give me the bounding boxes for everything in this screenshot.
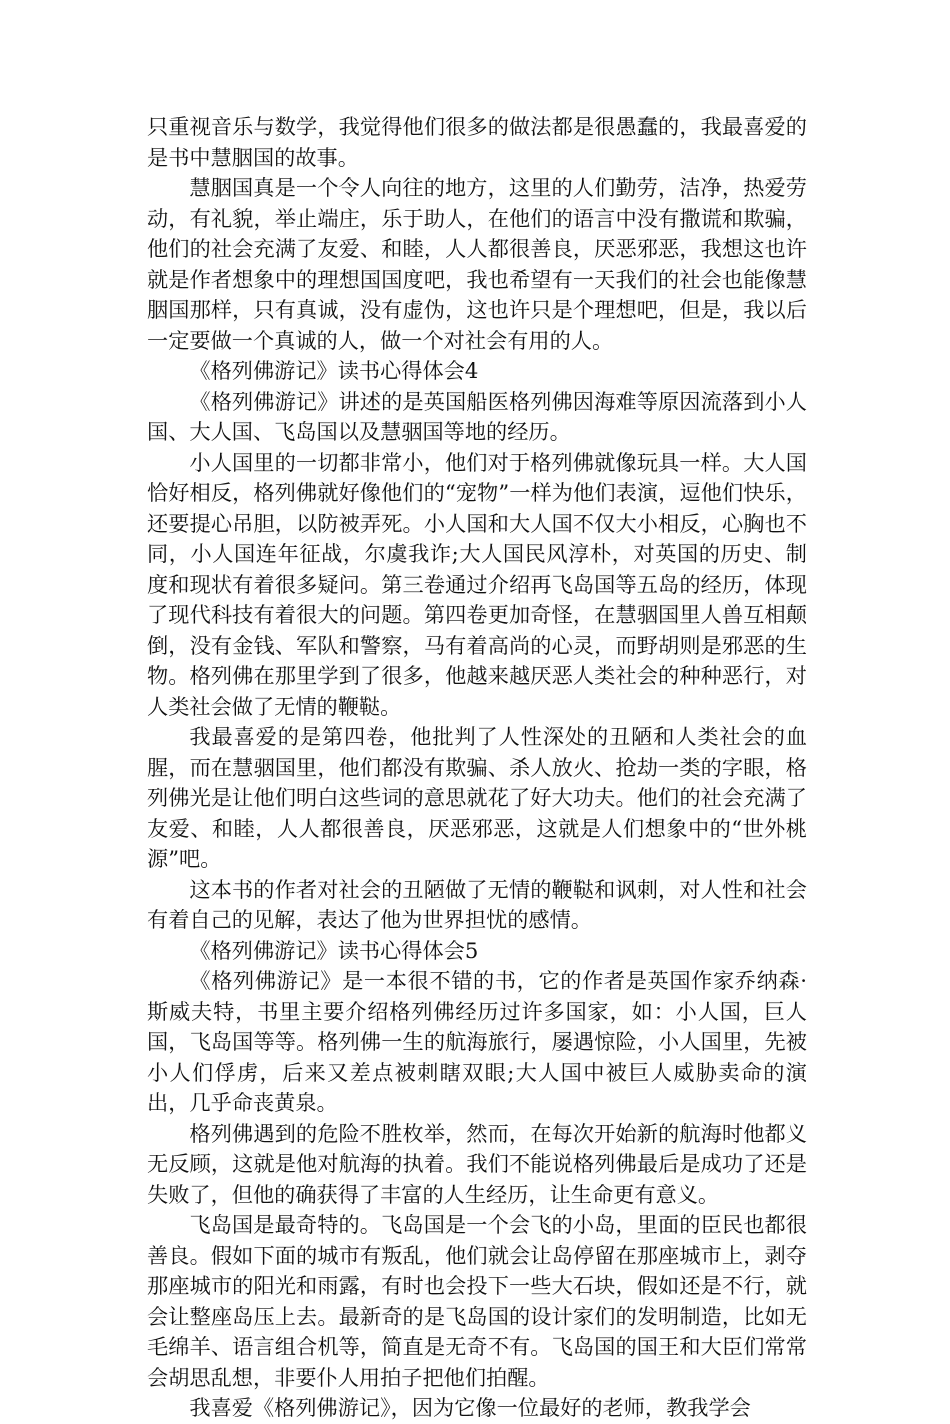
paragraph-4: 小人国里的一切都非常小，他们对于格列佛就像玩具一样。大人国恰好相反，格列佛就好像他们的“宠物”一样为他们表演，逗他们快乐，还要提心吊胆，以防被弄死。小人国和大人国不仅大小相反，心胸也不同，小人国连年征战，尔虞我诈;大人国民风淳朴，对英国的历史、制度和现状有着很多疑问。第三卷通过介绍再飞岛国等五岛的经历，体现了现代科技有着很大的问题。第四卷更加奇怪，在慧骃国里人兽互相颠倒，没有金钱、军队和警察，马有着高尚的心灵，而野胡则是邪恶的生物。格列佛在那里学到了很多，他越来越厌恶人类社会的种种恶行，对人类社会做了无情的鞭鞑。 bbox=[147, 449, 807, 719]
section-heading-4: 《格列佛游记》读书心得体会4 bbox=[189, 358, 479, 383]
paragraph-7: 《格列佛游记》是一本很不错的书，它的作者是英国作家乔纳森·斯威夫特，书里主要介绍格列佛经历过许多国家，如：小人国，巨人国，飞岛国等等。格列佛一生的航海旅行，屡遇惊险，小人国里，先被小人们俘虏，后来又差点被刺瞎双眼;大人国中被巨人威胁卖命的演出，几乎命丧黄泉。 bbox=[147, 968, 807, 1115]
section-heading-5: 《格列佛游记》读书心得体会5 bbox=[189, 937, 479, 963]
paragraph-8: 格列佛遇到的危险不胜枚举，然而，在每次开始新的航海时他都义无反顾，这就是他对航海的执着。我们不能说格列佛最后是成功了还是失败了，但他的确获得了丰富的人生经历，让生命更有意义。 bbox=[147, 1120, 807, 1207]
paragraph-6: 这本书的作者对社会的丑陋做了无情的鞭鞑和讽刺，对人性和社会有着自己的见解，表达了他为世界担忧的感情。 bbox=[147, 876, 807, 932]
paragraph-9: 飞岛国是最奇特的。飞岛国是一个会飞的小岛，里面的臣民也都很善良。假如下面的城市有叛乱，他们就会让岛停留在那座城市上，剥夺那座城市的阳光和雨露，有时也会投下一些大石块，假如还是不行，就会让整座岛压上去。最新奇的是飞岛国的设计家们的发明制造，比如无毛绵羊、语言组合机等，简直是无奇不有。飞岛国的国王和大臣们常常会胡思乱想，非要仆人用拍子把他们拍醒。 bbox=[147, 1212, 807, 1390]
paragraph-10: 我喜爱《格列佛游记》，因为它像一位最好的老师，教我学会 bbox=[189, 1395, 751, 1420]
paragraph-1: 只重视音乐与数学，我觉得他们很多的做法都是很愚蠢的，我最喜爱的是书中慧胭国的故事。 bbox=[147, 114, 807, 170]
document-page bbox=[147, 112, 807, 1424]
paragraph-2: 慧胭国真是一个令人向往的地方，这里的人们勤劳，洁净，热爱劳动，有礼貌，举止端庄，乐于助人，在他们的语言中没有撒谎和欺骗，他们的社会充满了友爱、和睦，人人都很善良，厌恶邪恶，我想这也许就是作者想象中的理想国国度吧，我也希望有一天我们的社会也能像慧胭国那样，只有真诚，没有虚伪，这也许只是个理想吧，但是，我以后一定要做一个真诚的人，做一个对社会有用的人。 bbox=[147, 175, 807, 353]
paragraph-5: 我最喜爱的是第四卷，他批判了人性深处的丑陋和人类社会的血腥，而在慧骃国里，他们都没有欺骗、杀人放火、抢劫一类的字眼，格列佛光是让他们明白这些词的意思就花了好大功夫。他们的社会充满了友爱、和睦，人人都很善良，厌恶邪恶，这就是人们想象中的“世外桃源”吧。 bbox=[147, 724, 807, 871]
paragraph-3: 《格列佛游记》讲述的是英国船医格列佛因海难等原因流落到小人国、大人国、飞岛国以及慧骃国等地的经历。 bbox=[147, 388, 807, 444]
